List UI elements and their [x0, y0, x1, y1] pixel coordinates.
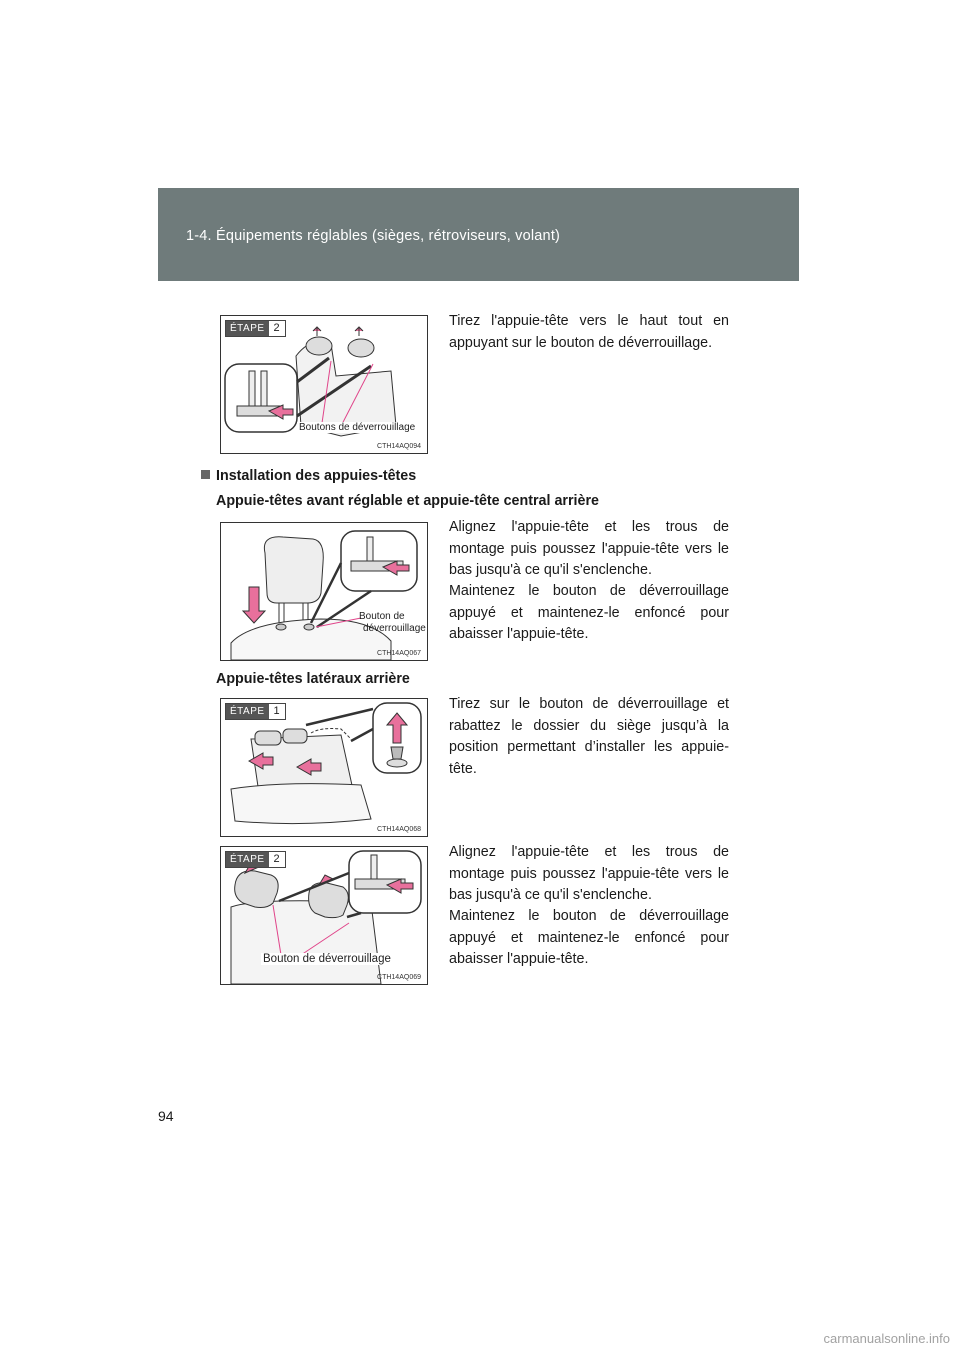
paragraph-front-lower: Maintenez le bouton de déverrouillage appuyé et maintenez-le enfoncé pour abaisser l'appuie-tête. [449, 583, 729, 642]
step-badge [225, 320, 286, 337]
paragraph-step1-fold: Tirez sur le bouton de déverrouillage et rabattez le dossier du siège jusqu’à la position permettant d’installer les appuie-tête. [449, 696, 729, 777]
paragraph-rear-lower: Maintenez le bouton de déverrouillage appuyé et maintenez-le enfoncé pour abaisser l'appuie-tête. [449, 908, 729, 967]
step-label: ÉTAPE [226, 704, 269, 719]
illustration-front-headrest [221, 523, 427, 660]
chapter-header [158, 188, 799, 281]
page-number: 94 [158, 1108, 174, 1124]
section-heading [201, 468, 416, 484]
paragraph-step2-remove: Tirez l'appuie-tête vers le haut tout en appuyant sur le bouton de déverrouillage. [449, 313, 729, 351]
step-badge [225, 703, 286, 720]
figure-code: CTH14AQ094 [377, 443, 421, 450]
figure-code: CTH14AQ069 [377, 974, 421, 981]
step-number: 1 [269, 704, 285, 719]
callout-line-1: Bouton de [359, 611, 405, 622]
section-title: Installation des appuies-têtes [216, 468, 417, 484]
step-label: ÉTAPE [226, 321, 269, 336]
square-bullet-icon [201, 470, 210, 479]
figure-step1-fold [220, 698, 428, 837]
step-badge [225, 851, 286, 868]
figure-step2-remove [220, 315, 428, 454]
callout-line-2: déverrouillage [363, 623, 426, 634]
step-label: ÉTAPE [226, 852, 269, 867]
paragraph-front-align: Alignez l'appuie-tête et les trous de montage puis poussez l'appuie-tête vers le bas jusqu'à ce qu'il s'enclenche. [449, 519, 729, 578]
step-number: 2 [269, 852, 285, 867]
paragraph-rear-align: Alignez l'appuie-tête et les trous de montage puis poussez l'appuie-tête vers le bas jusqu'à ce qu'il s'enclenche. [449, 844, 729, 903]
step-number: 2 [269, 321, 285, 336]
figure-step2-install [220, 846, 428, 985]
watermark: carmanualsonline.info [823, 1331, 950, 1346]
figure-code: CTH14AQ068 [377, 826, 421, 833]
callout-label: Bouton de déverrouillage [263, 953, 391, 965]
callout-label [359, 611, 426, 635]
callout-label: Boutons de déverrouillage [299, 422, 416, 433]
chapter-title: 1-4. Équipements réglables (sièges, rétroviseurs, volant) [186, 228, 561, 244]
figure-front-install [220, 522, 428, 661]
subheading-front: Appuie-têtes avant réglable et appuie-tête central arrière [216, 493, 599, 509]
subheading-rear-side: Appuie-têtes latéraux arrière [216, 671, 410, 687]
figure-code: CTH14AQ067 [377, 650, 421, 657]
